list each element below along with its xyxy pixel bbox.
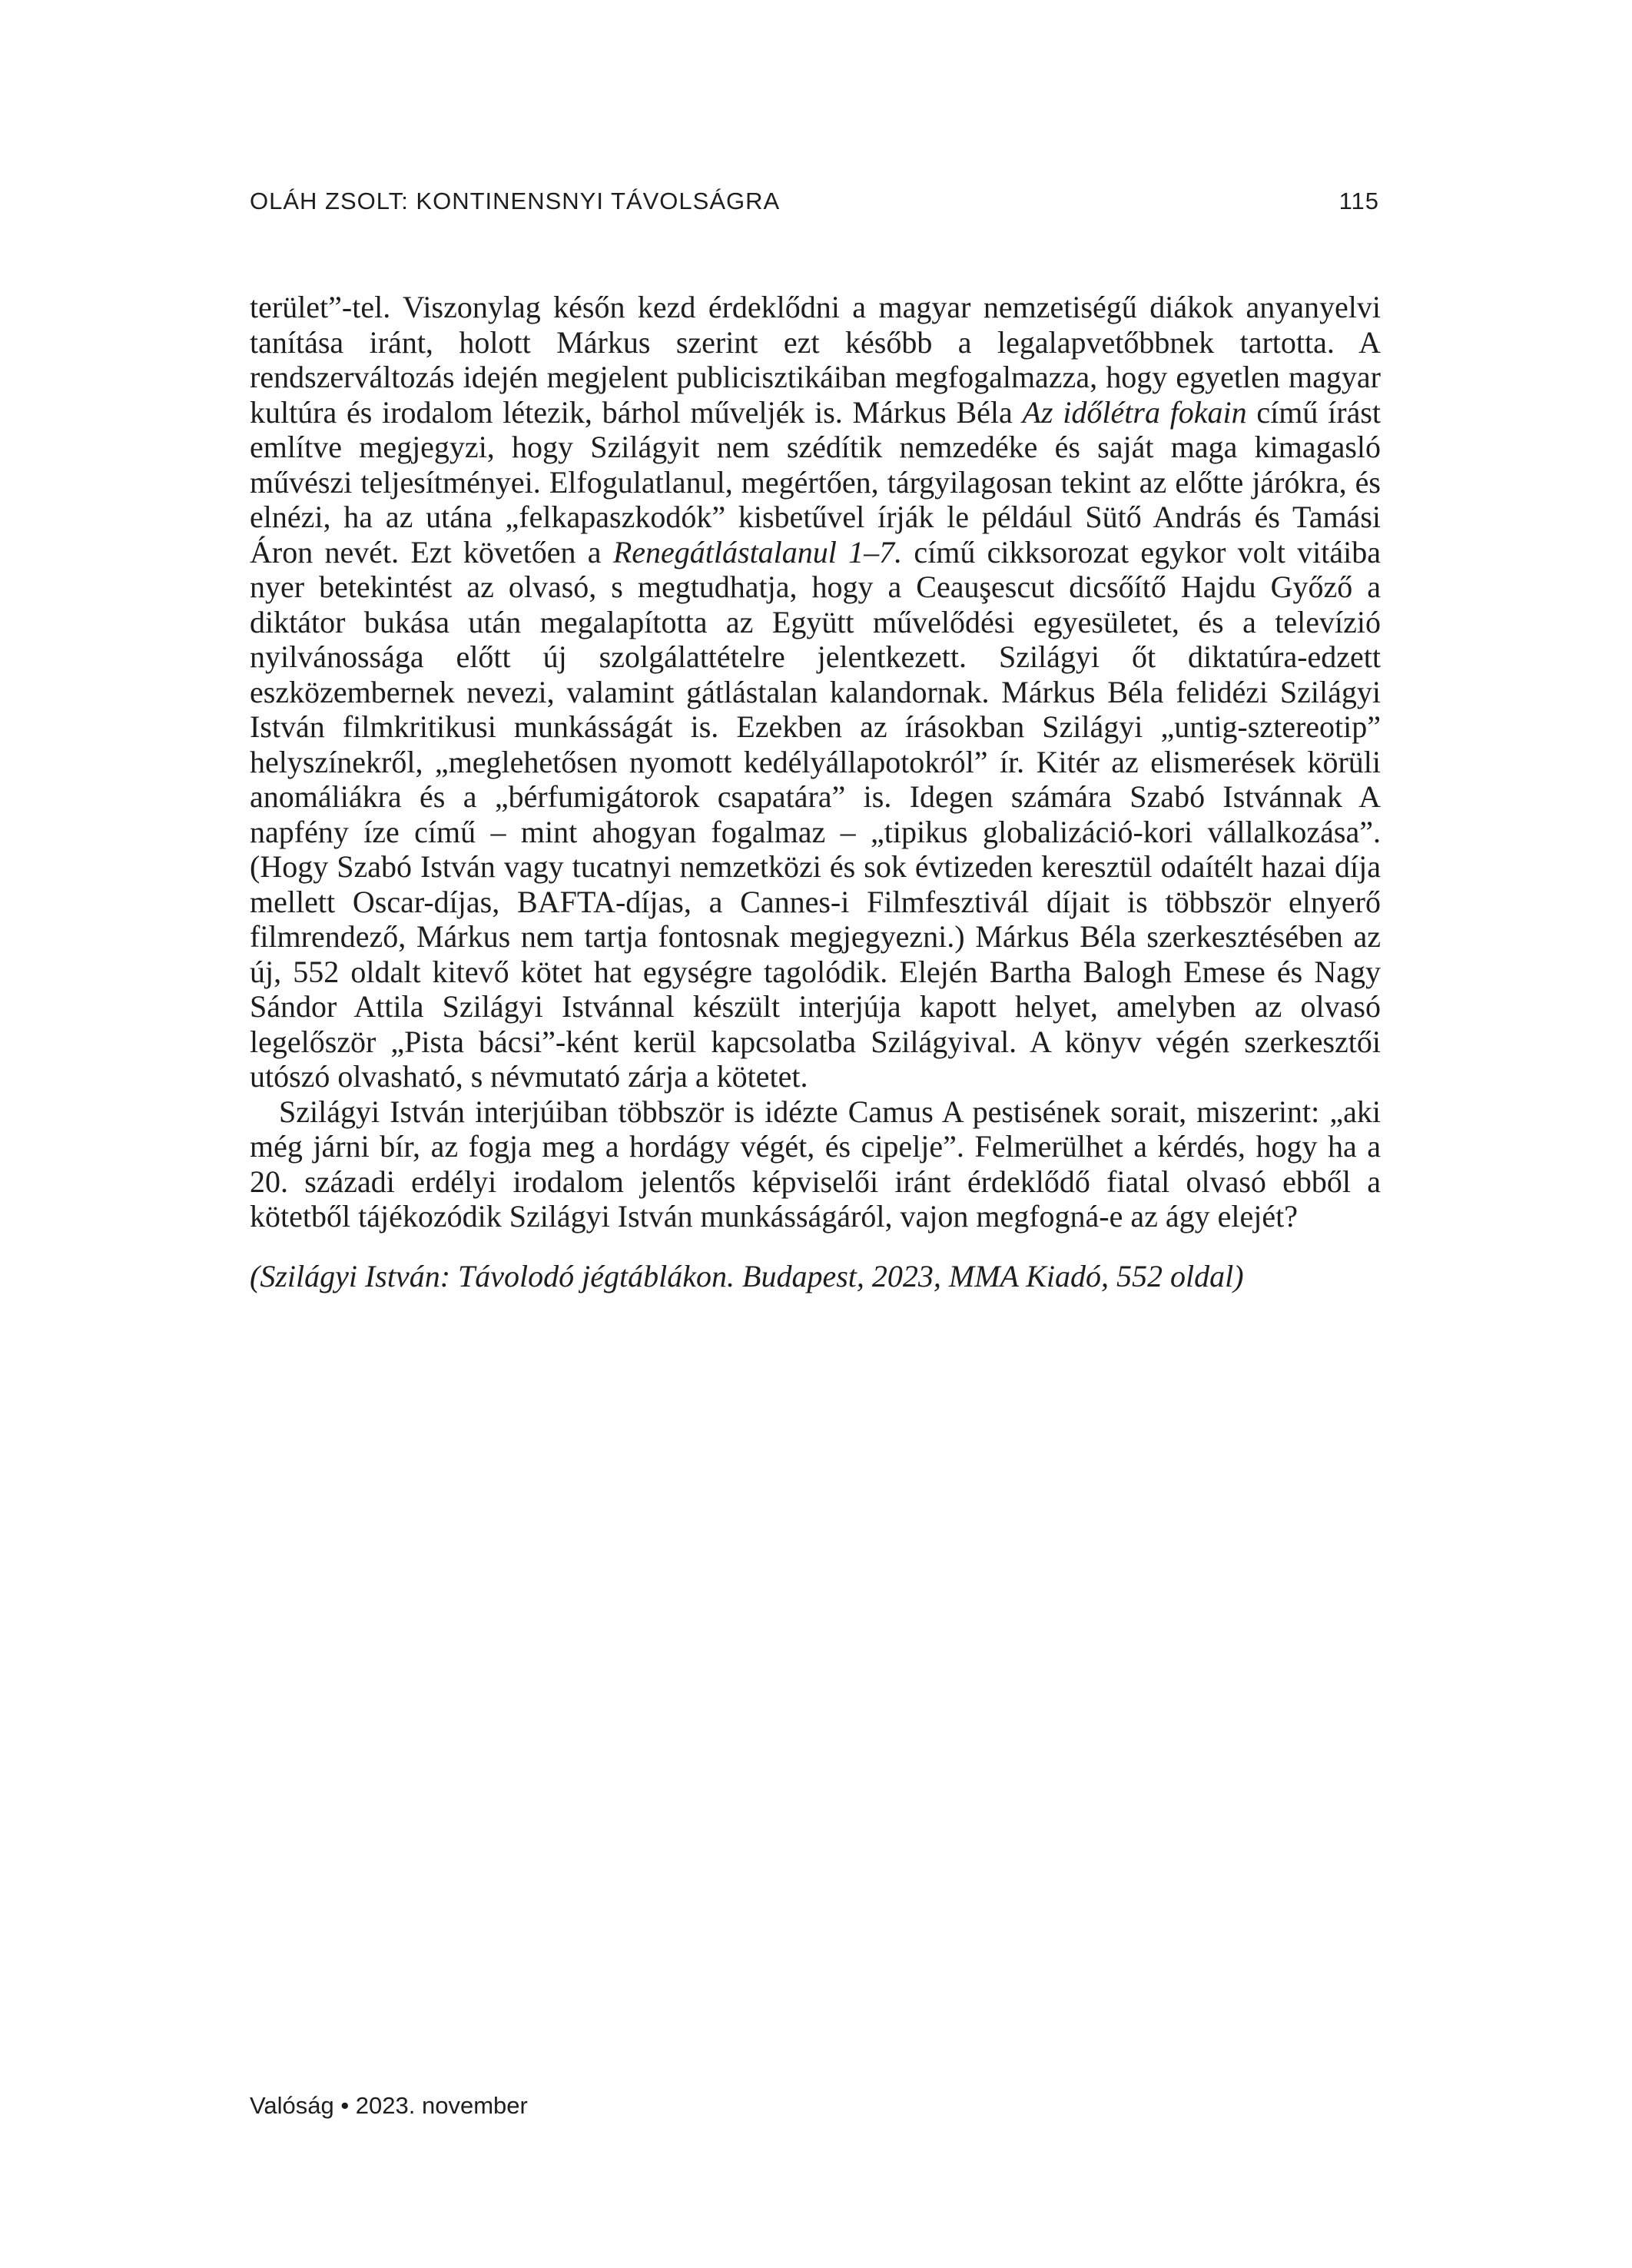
paragraph-1-text-b: című írást említve megjegyzi, hogy Szilágyit nem szédítik nemzedéke és saját maga kimagasló művészi teljesítményei. Elfogulatlanul, megértően, tárgyilagosan tekint az előtte járókra, és elnézi, ha az utána „felkapaszkodók” kisbetűvel írják le például Sütő András és Tamási Áron nevét. Ezt követően a xyxy=(250,394,1382,569)
paragraph-1-text-c: című cikksorozat egykor volt vitáiba nyer betekintést az olvasó, s megtudhatja, hogy a Ceauşescut dicsőítő Hajdu Győző a diktátor bukása után megalapította az Együtt művelődési egyesületet, és a televízió nyilvánossága előtt új szolgálattételre jelentkezett. Szilágyi őt diktatúra-edzett eszközembernek nevezi, valamint gátlástalan kalandornak. Márkus Béla felidézi Szilágyi István filmkritikusi munkásságát is. Ezekben az írásokban Szilágyi „untig-sztereotip” helyszínekről, „meglehetősen nyomott kedélyállapotokról” ír. Kitér az elismerések körüli anomáliákra és a „bérfumigátorok csapatára” is. Idegen számára Szabó Istvánnak A napfény íze című – mint ahogyan fogalmaz – „tipikus globalizáció-kori vállalkozása”. (Hogy Szabó István vagy tucatnyi nemzetközi és sok évtizeden keresztül odaítélt hazai díja mellett Oscar-díjas, BAFTA-díjas, a Cannes-i Filmfesztivál díjait is többször elnyerő filmrendező, Márkus nem tartja fontosnak megjegyezni.) Márkus Béla szerkesztésében az új, 552 oldalt kitevő kötet hat egységre tagolódik. Elején Bartha Balogh Emese és Nagy Sándor Attila Szilágyi Istvánnal készült interjúja kapott helyet, amelyben az olvasó legelőször „Pista bácsi”-ként kerül kapcsolatba Szilágyival. A könyv végén szerkesztői utószó olvasható, s névmutató zárja a kötetet. xyxy=(250,534,1381,1094)
paragraph-1-text-a: terület”-tel. Viszonylag későn kezd érdeklődni a magyar nemzetiségű diákok anyanyelvi tanítása iránt, holott Márkus szerint ezt később a legalapvetőbbnek tartotta. A rendszerváltozás idején megjelent publicisztikáiban megfogalmazza, hogy egyetlen magyar kultúra és irodalom létezik, bárhol műveljék is. Márkus Béla xyxy=(250,290,1381,430)
page-footer: Valóság • 2023. november xyxy=(250,2092,528,2119)
running-head xyxy=(250,188,1379,221)
bibliographic-citation: (Szilágyi István: Távolodó jégtáblákon. Budapest, 2023, MMA Kiadó, 552 oldal) xyxy=(250,1259,1244,1293)
work-title-idoletra: Az időlétra fokain xyxy=(1022,394,1247,430)
paragraph-1 xyxy=(250,290,1381,1094)
work-title-renegatlastalanul: Renegátlástalanul 1–7. xyxy=(612,534,903,569)
running-title: OLÁH ZSOLT: KONTINENSNYI TÁVOLSÁGRA xyxy=(250,188,781,214)
page-number: 115 xyxy=(1338,188,1379,214)
article-body xyxy=(250,290,1381,1234)
paragraph-2: Szilágyi István interjúiban többször is idézte Camus A pestisének sorait, miszerint: „aki még járni bír, az fogja meg a hordágy végét, és cipelje”. Felmerülhet a kérdés, hogy ha a 20. századi erdélyi irodalom jelentős képviselői iránt érdeklődő fiatal olvasó ebből a kötetből tájékozódik Szilágyi István munkásságáról, vajon megfogná-e az ágy elejét? xyxy=(250,1094,1381,1234)
